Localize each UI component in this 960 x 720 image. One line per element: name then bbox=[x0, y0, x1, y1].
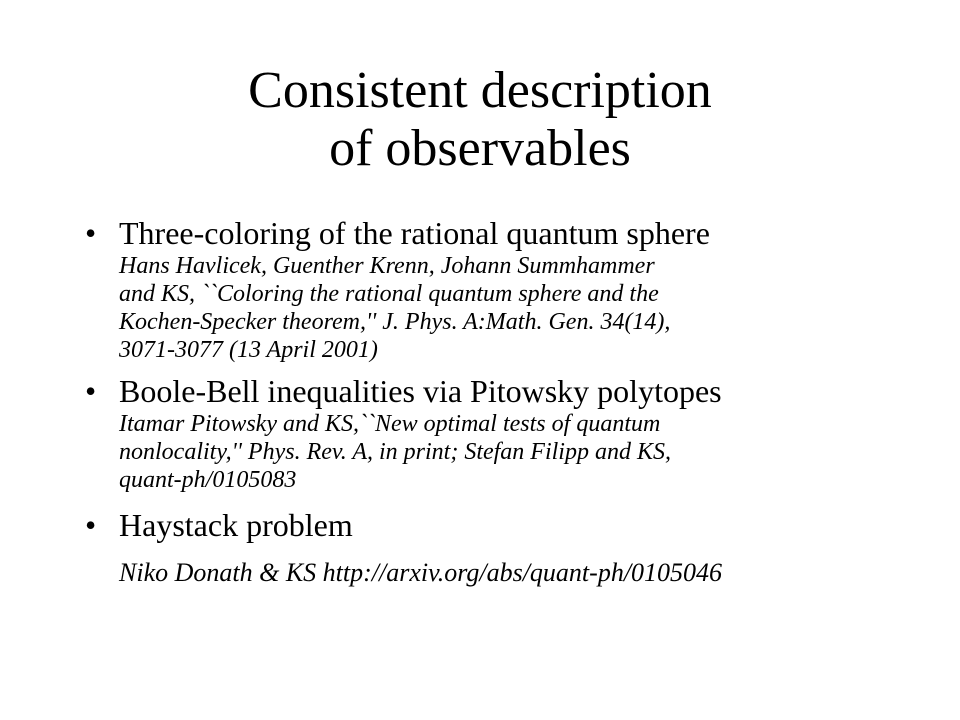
reference-line: 3071-3077 (13 April 2001) bbox=[119, 337, 378, 363]
reference-line: nonlocality,'' Phys. Rev. A, in print; Stefan Filipp and KS, bbox=[119, 439, 671, 465]
bullet-item-boole-bell bbox=[85, 372, 885, 494]
reference-line: Hans Havlicek, Guenther Krenn, Johann Summhammer bbox=[119, 253, 655, 279]
bullet-item-haystack bbox=[85, 506, 885, 588]
bullet-icon: • bbox=[85, 215, 97, 251]
reference-line: quant-ph/0105083 bbox=[119, 467, 297, 493]
reference-line: Niko Donath & KS http://arxiv.org/abs/quant-ph/0105046 bbox=[119, 558, 723, 587]
bullet-list bbox=[85, 214, 885, 588]
bullet-item-three-coloring bbox=[85, 214, 885, 364]
title-line-1: Consistent description bbox=[248, 62, 712, 119]
bullet-icon: • bbox=[85, 507, 97, 543]
bullet-heading: Haystack problem bbox=[119, 507, 353, 543]
bullet-heading: Boole-Bell inequalities via Pitowsky polytopes bbox=[119, 373, 722, 409]
bullet-icon: • bbox=[85, 373, 97, 409]
reference-line: and KS, ``Coloring the rational quantum sphere and the bbox=[119, 281, 659, 307]
title-line-2: of observables bbox=[329, 120, 631, 177]
slide-title bbox=[0, 62, 960, 178]
bullet-heading: Three-coloring of the rational quantum sphere bbox=[119, 215, 710, 251]
reference-line: Kochen-Specker theorem,'' J. Phys. A:Math. Gen. 34(14), bbox=[119, 309, 671, 335]
reference-line: Itamar Pitowsky and KS,``New optimal tests of quantum bbox=[119, 411, 661, 437]
